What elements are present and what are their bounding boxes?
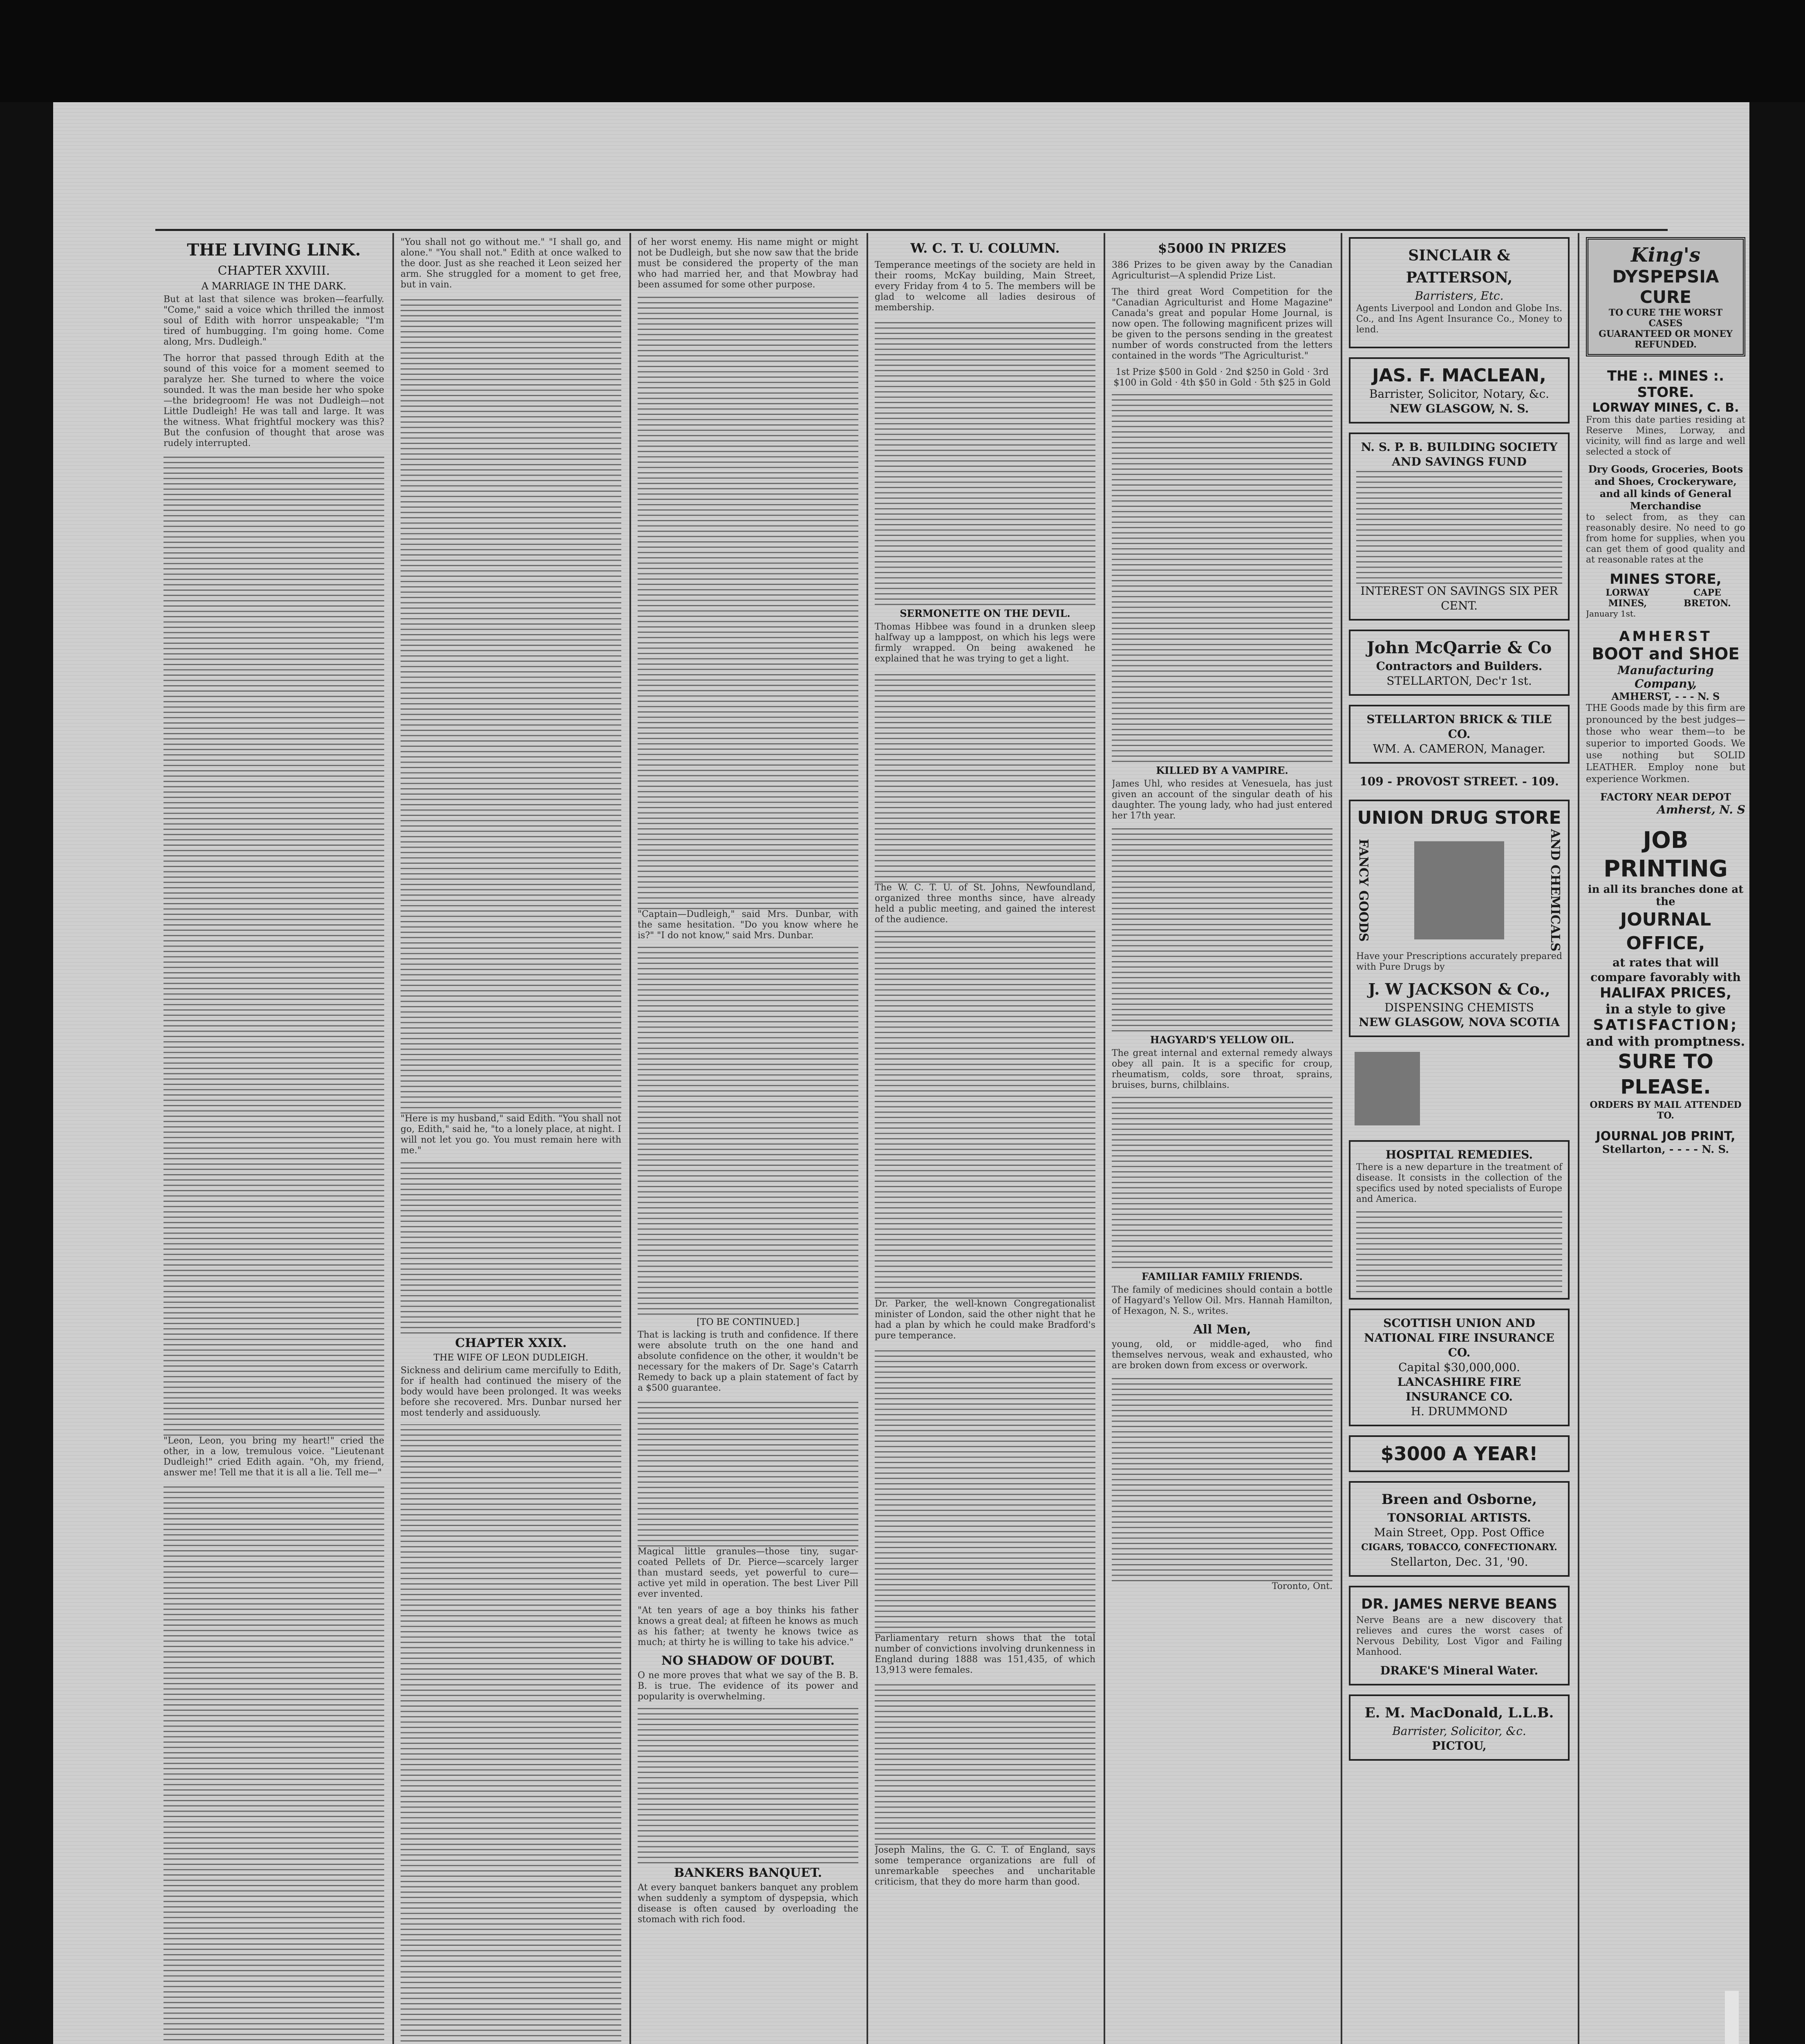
story-paragraph: The horror that passed through Edith at the sound of this voice for a moment seemed to paralyze her. She turned to where the voice sounded. It was the man beside her who spoke—the bridegroom! He was not Dudleigh—not Little Dudleigh! He was tall and large. It was the witness. What frightful mockery was this? But the confusion of thought that arose was rudely interrupted. [163, 353, 384, 448]
section-heading: $5000 IN PRIZES [1158, 240, 1287, 256]
column-living-link [163, 237, 384, 2044]
ad-line: in all its branches done at the [1588, 883, 1744, 908]
ad-location: AMHERST, - - - N. S [1611, 690, 1720, 702]
text-block [875, 1681, 1095, 1845]
ad-title: SCOTTISH UNION AND NATIONAL FIRE INSURANCE CO. [1364, 1316, 1554, 1360]
film-margin-mark [1725, 1991, 1739, 2044]
ad-text: Stellarton, Dec. 31, '90. [1390, 1555, 1528, 1569]
text-block [1112, 1377, 1332, 1581]
news-paragraph: young, old, or middle-aged, who find themselves nervous, weak and exhausted, who are broken down from excess or overwork. [1112, 1339, 1332, 1371]
column-wctu [875, 237, 1095, 2044]
ad-job-printing [1586, 826, 1745, 1156]
ad-text: Agents Liverpool and London and Globe Ins. Co., and Ins Agent Insurance Co., Money to lend. [1356, 303, 1562, 335]
ad-title: DR. JAMES NERVE BEANS [1361, 1596, 1557, 1613]
news-paragraph: Temperance meetings of the society are held in their rooms, McKay building, Main Street, every Friday from 4 to 5. The members will be glad to welcome all ladies desirous of membership. [875, 260, 1095, 313]
ad-brick-tile [1349, 705, 1570, 764]
ad-paragraph: O ne more proves that what we say of the B. B. B. is true. The evidence of its power and popularity is overwhelming. [638, 1670, 858, 1702]
ad-title: J. W JACKSON & Co., [1368, 980, 1550, 999]
ad-title: JOB PRINTING [1603, 827, 1728, 882]
news-paragraph: James Uhl, who resides at Venesuela, has just given an account of the singular death of his daughter. The young lady, who had just entered her 17th year. [1112, 779, 1332, 821]
ad-title: John McQarrie & Co [1366, 638, 1552, 657]
chapter-subtitle: A MARRIAGE IN THE DARK. [201, 280, 347, 292]
text-block [401, 1162, 621, 1334]
ad-title: STELLARTON BRICK & TILE CO. [1366, 713, 1552, 741]
column-prizes [1112, 237, 1332, 2044]
ad-text: Main Street, Opp. Post Office [1374, 1526, 1545, 1540]
portrait-illustration [1355, 1052, 1420, 1125]
ad-title: JAS. F. MACLEAN, [1372, 365, 1546, 386]
ad-3000-a-year [1349, 1435, 1570, 1472]
ad-amherst-boot-shoe [1586, 628, 1745, 816]
ad-provost-street [1349, 773, 1570, 791]
text-block [163, 1484, 384, 2044]
ad-line: JOURNAL OFFICE, [1620, 909, 1711, 954]
text-block [401, 1424, 621, 2044]
text-block [875, 670, 1095, 883]
news-paragraph: The W. C. T. U. of St. Johns, Newfoundland, organized three months since, have already held a public meeting, and gained the interest of the audience. [875, 883, 1095, 925]
text-block [1112, 827, 1332, 1031]
text-block [1356, 469, 1562, 584]
ad-text: Have your Prescriptions accurately prepared with Pure Drugs by [1356, 951, 1562, 973]
ad-title: UNION DRUG STORE [1357, 807, 1561, 828]
story-paragraph: of her worst enemy. His name might or might not be Dudleigh, but she now saw that the bride must be considered the property of the man who had married her, and that Mowbray had been assumed for some other purpose. [638, 237, 858, 290]
ad-title: $3000 A YEAR! [1380, 1443, 1538, 1465]
column-business-cards [1349, 237, 1570, 2044]
text-block [1112, 1096, 1332, 1268]
ad-paragraph: At every banquet bankers banquet any problem when suddenly a symptom of dyspepsia, which disease is often caused by overloading the stomach with rich food. [638, 1883, 858, 1925]
prize-list: 1st Prize $500 in Gold · 2nd $250 in Gold · 3rd $100 in Gold · 4th $50 in Gold · 5th $25 in Gold [1113, 367, 1331, 388]
chapter-heading: CHAPTER XXIX. [455, 1336, 567, 1350]
column-large-ads [1586, 237, 1745, 2044]
section-heading: All Men, [1193, 1322, 1251, 1337]
newspaper-page [53, 102, 1749, 2044]
ad-macdonald [1349, 1694, 1570, 1761]
ad-text: Dry Goods, Groceries, Boots and Shoes, Crockeryware, and all kinds of General Merchandise [1588, 463, 1743, 512]
section-heading: FAMILIAR FAMILY FRIENDS. [1141, 1271, 1303, 1282]
chapter-heading: CHAPTER XXVIII. [217, 264, 330, 278]
ad-title: MINES STORE, [1610, 571, 1722, 587]
ad-mcqarrie [1349, 630, 1570, 696]
section-heading: HAGYARD'S YELLOW OIL. [1150, 1034, 1294, 1046]
story-paragraph: "Here is my husband," said Edith. "You shall not go, Edith," said he, "to a lonely place, at night. I will not let you go. You must remain here with me." [401, 1114, 621, 1156]
ad-subtitle: Manufacturing Company, [1617, 663, 1714, 690]
ad-line: SURE TO PLEASE. [1618, 1050, 1713, 1098]
ad-factory: FACTORY NEAR DEPOT [1600, 791, 1731, 803]
column-three [638, 237, 858, 2044]
ad-text: NEW GLASGOW, NOVA SCOTIA [1359, 1015, 1560, 1029]
section-heading: SERMONETTE ON THE DEVIL. [900, 607, 1070, 619]
ad-title: CIGARS, TOBACCO, CONFECTIONARY. [1361, 1542, 1557, 1553]
news-paragraph: The family of medicines should contain a bottle of Hagyard's Yellow Oil. Mrs. Hannah Hamilton, of Hexagon, N. S., writes. [1112, 1285, 1332, 1316]
mines-location-row [1586, 587, 1745, 609]
news-paragraph: The great internal and external remedy always obey all pain. It is a specific for croup, rheumatism, colds, sore throat, sprains, bruises, burns, chilblains. [1112, 1048, 1332, 1090]
film-edge-top [0, 0, 1805, 102]
ad-line: ORDERS BY MAIL ATTENDED TO. [1590, 1100, 1742, 1121]
ad-line: HALIFAX PRICES, [1599, 985, 1732, 1001]
story-paragraph: But at last that silence was broken—fearfully. "Come," said a voice which thrilled the inmost soul of Edith with horror unspeakable; "I'm tired of humbugging. I'm going home. Come along, Mrs. Dudleigh." [163, 294, 384, 347]
news-paragraph: Parliamentary return shows that the total number of convictions involving drunkenness in England during 1888 was 151,435, of which 13,913 were females. [875, 1633, 1095, 1675]
ad-line: SATISFACTION; [1593, 1017, 1738, 1033]
ad-side-label: FANCY GOODS [1356, 838, 1371, 942]
ad-title: BOOT and SHOE [1592, 645, 1740, 663]
story-paragraph: "Captain—Dudleigh," said Mrs. Dunbar, with the same hesitation. "Do you know where he is?" "I do not know," said Mrs. Dunbar. [638, 909, 858, 941]
ad-title: 109 - PROVOST STREET. - 109. [1359, 775, 1559, 788]
header-rule [155, 229, 1668, 231]
ad-breen-osborne [1349, 1481, 1570, 1577]
column-rule [867, 233, 868, 2044]
ad-scottish-union [1349, 1309, 1570, 1426]
ad-mines-store [1586, 368, 1745, 619]
ad-paragraph: That is lacking is truth and confidence. If there were absolute truth on the one hand and absolute confidence on the other, it wouldn't be necessary for the makers of Dr. Sage's Catarrh Remedy to back up a plain statement of fact by a $500 guarantee. [638, 1330, 858, 1393]
text-block [875, 319, 1095, 605]
text-block [638, 1708, 858, 1863]
column-rule [1578, 233, 1579, 2044]
ad-paragraph: "At ten years of age a boy thinks his father knows a great deal; at fifteen he knows as much as his father; at twenty he knows twice as much; at thirty he is willing to take his advice." [638, 1605, 858, 1647]
ad-nerve-beans [1349, 1586, 1570, 1685]
ad-text: NEW GLASGOW, N. S. [1389, 402, 1529, 415]
ad-title: SINCLAIR & PATTERSON, [1406, 247, 1513, 286]
continued-note: [TO BE CONTINUED.] [696, 1317, 799, 1327]
ad-subtitle: Contractors and Builders. [1376, 659, 1543, 673]
chapter-subtitle: THE WIFE OF LEON DUDLEIGH. [433, 1353, 589, 1363]
news-paragraph: 386 Prizes to be given away by the Canadian Agriculturist—A splendid Prize List. [1112, 260, 1332, 281]
ad-title: HOSPITAL REMEDIES. [1385, 1148, 1533, 1162]
ad-subtitle: TO CURE THE WORST CASES [1608, 307, 1723, 329]
text-block [875, 1347, 1095, 1633]
text-block [638, 296, 858, 909]
text-block [1356, 1210, 1562, 1292]
ad-subtitle: LORWAY MINES, C. B. [1592, 401, 1739, 415]
ad-title: N. S. P. B. BUILDING SOCIETY AND SAVINGS FUND [1361, 440, 1558, 468]
news-paragraph: Thomas Hibbee was found in a drunken sleep halfway up a lamppost, on which his legs were firmly wrapped. On being awakened he explained that he was trying to get a light. [875, 622, 1095, 664]
ad-dyspepsia-cure [1586, 237, 1745, 356]
ad-text: There is a new departure in the treatment of disease. It consists in the collection of the specifics used by noted specialists of Europe and America. [1356, 1162, 1562, 1205]
ad-sinclair-patterson [1349, 237, 1570, 348]
ad-text: to select from, as they can reasonably desire. No need to go from home for supplies, when you can get them of good quality and at reasonable rates at the [1586, 512, 1745, 565]
ad-location: Amherst, N. S [1657, 803, 1745, 816]
text-block [163, 455, 384, 1436]
text-block [875, 931, 1095, 1299]
section-heading: BANKERS BANQUET. [674, 1866, 822, 1880]
ad-subtitle: Barristers, Etc. [1415, 289, 1504, 303]
text-block [638, 1399, 858, 1546]
ad-side-label: AND CHEMICALS [1548, 829, 1562, 952]
drug-store-row [1356, 829, 1562, 951]
column-rule [392, 233, 394, 2044]
ad-line: and with promptness. [1586, 1033, 1745, 1049]
section-heading: W. C. T. U. COLUMN. [910, 240, 1060, 256]
ad-text: H. DRUMMOND [1411, 1405, 1508, 1419]
ad-location: LORWAY MINES, [1606, 587, 1650, 609]
ad-city: AMHERST [1619, 628, 1712, 645]
ad-building-society [1349, 433, 1570, 621]
ad-text: Nerve Beans are a new discovery that relieves and cures the worst cases of Nervous Debility, Lost Vigor and Failing Manhood. [1356, 1615, 1562, 1658]
signoff: Toronto, Ont. [1272, 1581, 1332, 1591]
story-paragraph: "You shall not go without me." "I shall go, and alone." "You shall not." Edith at once walked to the door. Just as she reached it Leon seized her arm. She struggled for a moment to get free, but in vain. [401, 237, 621, 290]
text-block [638, 947, 858, 1315]
ad-maclean [1349, 357, 1570, 424]
ad-line: in a style to give [1605, 1001, 1726, 1017]
news-paragraph: Dr. Parker, the well-known Congregationalist minister of London, said the other night that he had a plan by which he could make Bradford's pure temperance. [875, 1299, 1095, 1341]
ad-text: STELLARTON, Dec'r 1st. [1386, 674, 1532, 688]
column-rule [1104, 233, 1105, 2044]
ad-text: INTEREST ON SAVINGS SIX PER CENT. [1360, 584, 1558, 612]
ad-union-drug-store [1349, 800, 1570, 1037]
ad-title: Breen and Osborne, [1381, 1491, 1537, 1508]
ad-subtitle: TONSORIAL ARTISTS. [1387, 1511, 1531, 1525]
ad-paragraph: Magical little granules—those tiny, sugar-coated Pellets of Dr. Pierce—scarcely larger than mustard seeds, yet powerful to cure—active yet mild in operation. The best Liver Pill ever invented. [638, 1546, 858, 1599]
ad-text: From this date parties residing at Reserve Mines, Lorway, and vicinity, will find as large and well selected a stock of [1586, 415, 1745, 457]
ad-location: CAPE BRETON. [1684, 587, 1731, 609]
text-block [401, 296, 621, 1114]
ad-title: THE :. MINES :. STORE. [1607, 368, 1724, 401]
ad-line: Stellarton, - - - - N. S. [1602, 1143, 1729, 1156]
column-rule [629, 233, 631, 2044]
drug-store-illustration [1414, 841, 1504, 939]
ad-text: Capital $30,000,000. [1398, 1360, 1520, 1374]
story-paragraph: "Leon, Leon, you bring my heart!" cried the other, in a low, tremulous voice. "Lieutenant Dudleigh!" cried Edith again. "Oh, my friend, answer me! Tell me that it is all a lie. Tell me—" [163, 1436, 384, 1478]
news-paragraph: The third great Word Competition for the "Canadian Agriculturist and Home Magazine" Canada's great and popular Home Journal, is now open. The following magnificent prizes will be given to the persons sending in the greatest number of words constructed from the letters contained in the words "The Agriculturist." [1112, 287, 1332, 361]
ad-guarantee: GUARANTEED OR MONEY REFUNDED. [1599, 329, 1733, 350]
section-heading: NO SHADOW OF DOUBT. [661, 1654, 835, 1668]
story-title: THE LIVING LINK. [187, 240, 361, 260]
ad-text: THE Goods made by this firm are pronounced by the best judges—those who wear them—to be superior to imported Goods. We use nothing but SOLID LEATHER. Employ none but experience Workmen. [1586, 703, 1745, 784]
ad-portrait [1349, 1046, 1570, 1131]
ad-subtitle: DISPENSING CHEMISTS [1384, 1001, 1534, 1015]
ad-title: LANCASHIRE FIRE INSURANCE CO. [1397, 1375, 1521, 1404]
text-block [1112, 394, 1332, 762]
ad-hospital-remedies [1349, 1140, 1570, 1300]
ad-title: DYSPEPSIA CURE [1612, 267, 1719, 307]
ad-text: PICTOU, [1432, 1739, 1487, 1753]
section-heading: KILLED BY A VAMPIRE. [1156, 764, 1288, 776]
ad-subtitle: Barrister, Solicitor, Notary, &c. [1369, 387, 1550, 401]
ad-title: DRAKE'S Mineral Water. [1380, 1664, 1539, 1678]
news-paragraph: Joseph Malins, the G. C. T. of England, says some temperance organizations are full of unremarkable speeches and uncharitable criticism, that they do more harm than good. [875, 1845, 1095, 1887]
ad-title: E. M. MacDonald, L.L.B. [1364, 1705, 1554, 1721]
ad-subtitle: Barrister, Solicitor, &c. [1392, 1724, 1526, 1738]
ad-line: at rates that will compare favorably with [1590, 956, 1741, 984]
ad-text: WM. A. CAMERON, Manager. [1373, 742, 1546, 755]
column-rule [1341, 233, 1342, 2044]
column-story-continued [401, 237, 621, 2044]
ad-line: JOURNAL JOB PRINT, [1596, 1129, 1736, 1143]
story-paragraph: Sickness and delirium came mercifully to Edith, for if health had continued the misery of the body would have been prolonged. It was weeks before she recovered. Mrs. Dunbar nursed her most tenderly and assiduously. [401, 1365, 621, 1418]
ad-brand: King's [1630, 244, 1701, 267]
ad-date: January 1st. [1586, 609, 1636, 619]
